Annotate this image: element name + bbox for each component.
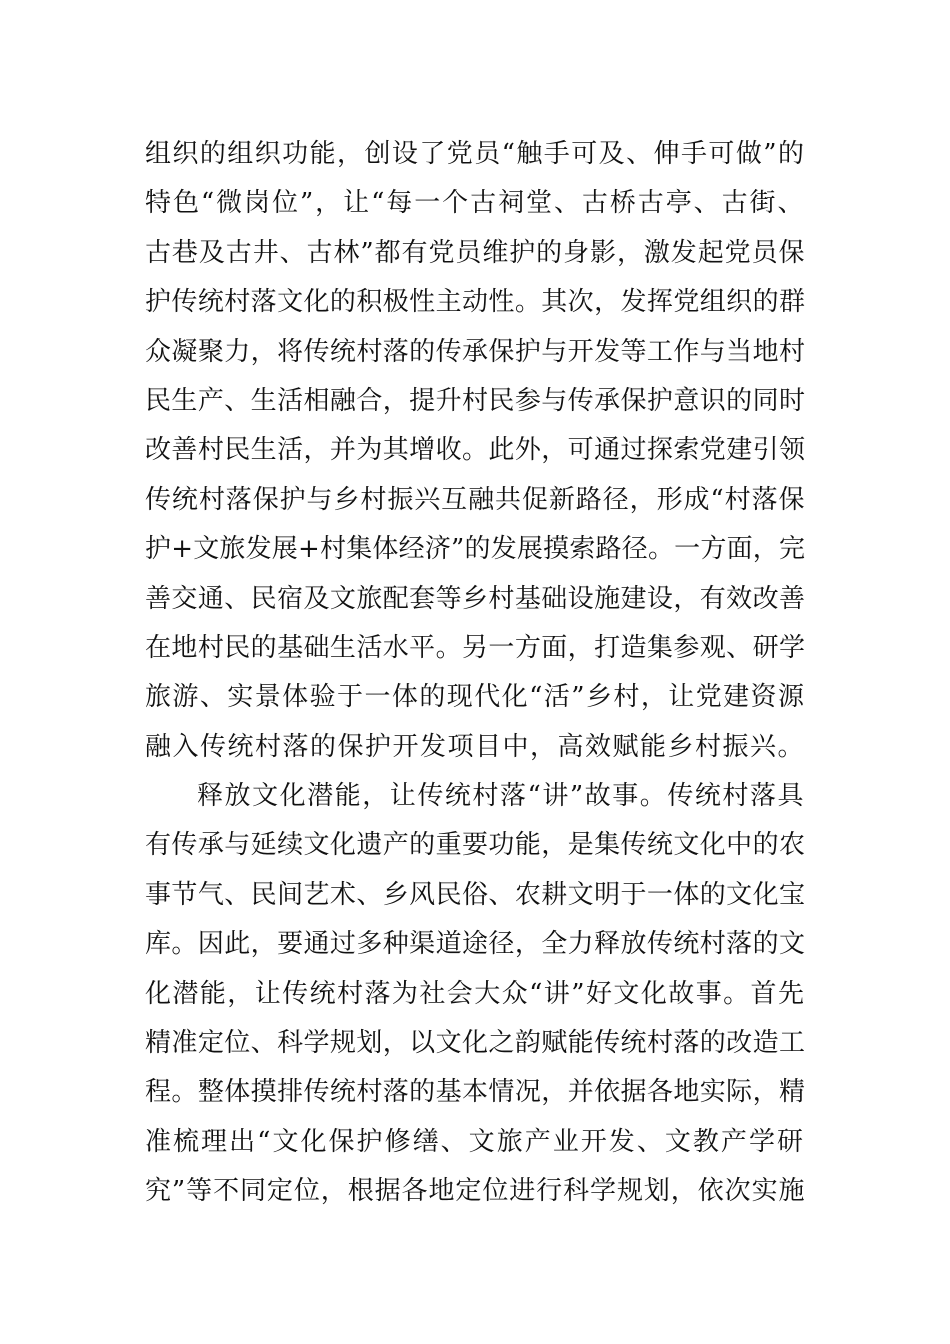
text-line: 库。因此，要通过多种渠道途径，全力释放传统村落的文 [145, 929, 805, 960]
text-line: 护传统村落文化的积极性主动性。其次，发挥党组织的群 [145, 287, 805, 318]
text-line: 传统村落保护与乡村振兴互融共促新路径，形成“村落保 [145, 484, 805, 515]
body-text [145, 130, 805, 1217]
text-line: 融入传统村落的保护开发项目中，高效赋能乡村振兴。 [145, 731, 806, 762]
paragraph-2 [145, 772, 805, 1217]
text-line: 改善村民生活，并为其增收。此外，可通过探索党建引领 [145, 435, 805, 466]
text-line: 在地村民的基础生活水平。另一方面，打造集参观、研学 [145, 632, 805, 663]
text-line: 准梳理出“文化保护修缮、文旅产业开发、文教产学研 [145, 1126, 805, 1157]
text-line: 究”等不同定位，根据各地定位进行科学规划，依次实施 [145, 1176, 805, 1207]
text-line: 善交通、民宿及文旅配套等乡村基础设施建设，有效改善 [145, 583, 805, 614]
text-line: 古巷及古井、古林”都有党员维护的身影，激发起党员保 [145, 237, 805, 268]
text-line: 释放文化潜能，让传统村落“讲”故事。传统村落具 [197, 781, 805, 812]
text-line: 护+文旅发展+村集体经济”的发展摸索路径。一方面，完 [145, 534, 805, 565]
text-line: 旅游、实景体验于一体的现代化“活”乡村，让党建资源 [145, 682, 805, 713]
text-line: 化潜能，让传统村落为社会大众“讲”好文化故事。首先 [145, 978, 805, 1009]
text-line: 精准定位、科学规划，以文化之韵赋能传统村落的改造工 [145, 1028, 805, 1059]
paragraph-1 [145, 130, 805, 772]
text-line: 众凝聚力，将传统村落的传承保护与开发等工作与当地村 [145, 336, 805, 367]
text-line: 事节气、民间艺术、乡风民俗、农耕文明于一体的文化宝 [145, 879, 805, 910]
text-line: 有传承与延续文化遗产的重要功能，是集传统文化中的农 [145, 830, 805, 861]
text-line: 特色“微岗位”，让“每一个古祠堂、古桥古亭、古街、 [145, 188, 805, 219]
text-line: 程。整体摸排传统村落的基本情况，并依据各地实际，精 [145, 1077, 805, 1108]
text-line: 组织的组织功能，创设了党员“触手可及、伸手可做”的 [145, 139, 805, 169]
text-line: 民生产、生活相融合，提升村民参与传承保护意识的同时 [145, 385, 805, 416]
